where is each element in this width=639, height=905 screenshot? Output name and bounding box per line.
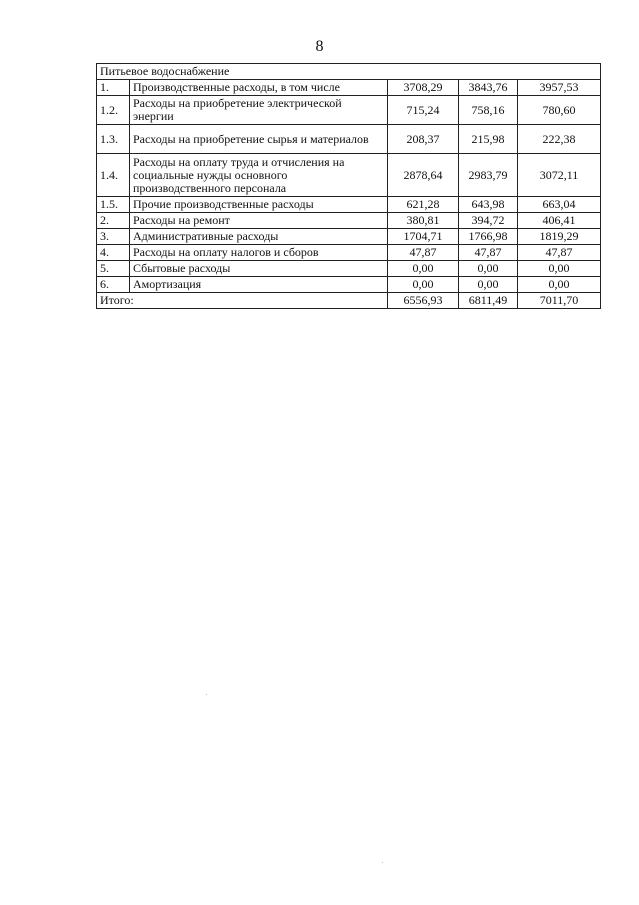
section-title: Питьевое водоснабжение — [97, 64, 601, 80]
value-col-3: 222,38 — [518, 125, 601, 154]
row-number: 6. — [97, 277, 130, 293]
table-row — [97, 245, 601, 261]
table-row — [97, 197, 601, 213]
row-name: Производственные расходы, в том числе — [130, 80, 388, 96]
page-number: 8 — [315, 38, 324, 55]
total-label: Итого: — [97, 293, 388, 309]
value-col-3: 3072,11 — [518, 154, 601, 197]
row-number: 1.5. — [97, 197, 130, 213]
value-col-3: 1819,29 — [518, 229, 601, 245]
value-col-3: 47,87 — [518, 245, 601, 261]
value-col-2: 3843,76 — [459, 80, 518, 96]
row-name: Амортизация — [130, 277, 388, 293]
value-col-1: 380,81 — [388, 213, 459, 229]
row-number: 1.2. — [97, 96, 130, 125]
value-col-2: 1766,98 — [459, 229, 518, 245]
row-number: 2. — [97, 213, 130, 229]
row-name: Прочие производственные расходы — [130, 197, 388, 213]
value-col-2: 643,98 — [459, 197, 518, 213]
table-row — [97, 96, 601, 125]
table-row — [97, 261, 601, 277]
row-name: Расходы на приобретение электрической энергии — [130, 96, 388, 125]
value-col-1: 0,00 — [388, 277, 459, 293]
value-col-2: 0,00 — [459, 261, 518, 277]
row-number: 1.3. — [97, 125, 130, 154]
water-supply-cost-table — [96, 63, 601, 309]
value-col-3: 406,41 — [518, 213, 601, 229]
table-row — [97, 154, 601, 197]
row-name: Административные расходы — [130, 229, 388, 245]
value-col-3: 780,60 — [518, 96, 601, 125]
value-col-2: 394,72 — [459, 213, 518, 229]
total-value-3: 7011,70 — [518, 293, 601, 309]
row-name: Расходы на приобретение сырья и материалов — [130, 125, 388, 154]
table-row — [97, 277, 601, 293]
value-col-2: 0,00 — [459, 277, 518, 293]
row-name: Расходы на оплату труда и отчисления на социальные нужды основного производственного персонала — [130, 154, 388, 197]
total-value-1: 6556,93 — [388, 293, 459, 309]
row-number: 5. — [97, 261, 130, 277]
total-value-2: 6811,49 — [459, 293, 518, 309]
row-number: 3. — [97, 229, 130, 245]
value-col-1: 715,24 — [388, 96, 459, 125]
value-col-3: 663,04 — [518, 197, 601, 213]
value-col-3: 0,00 — [518, 277, 601, 293]
row-number: 1. — [97, 80, 130, 96]
section-header-row — [97, 64, 601, 80]
scan-speck — [382, 862, 383, 863]
value-col-1: 2878,64 — [388, 154, 459, 197]
table-row — [97, 213, 601, 229]
value-col-1: 47,87 — [388, 245, 459, 261]
value-col-2: 2983,79 — [459, 154, 518, 197]
value-col-1: 1704,71 — [388, 229, 459, 245]
value-col-3: 3957,53 — [518, 80, 601, 96]
value-col-2: 215,98 — [459, 125, 518, 154]
total-row — [97, 293, 601, 309]
table-row — [97, 125, 601, 154]
value-col-1: 621,28 — [388, 197, 459, 213]
row-number: 1.4. — [97, 154, 130, 197]
value-col-1: 3708,29 — [388, 80, 459, 96]
value-col-2: 758,16 — [459, 96, 518, 125]
value-col-2: 47,87 — [459, 245, 518, 261]
value-col-1: 0,00 — [388, 261, 459, 277]
scan-speck — [206, 694, 207, 695]
table-row — [97, 229, 601, 245]
row-number: 4. — [97, 245, 130, 261]
value-col-1: 208,37 — [388, 125, 459, 154]
table-row — [97, 80, 601, 96]
row-name: Расходы на ремонт — [130, 213, 388, 229]
value-col-3: 0,00 — [518, 261, 601, 277]
row-name: Расходы на оплату налогов и сборов — [130, 245, 388, 261]
row-name: Сбытовые расходы — [130, 261, 388, 277]
